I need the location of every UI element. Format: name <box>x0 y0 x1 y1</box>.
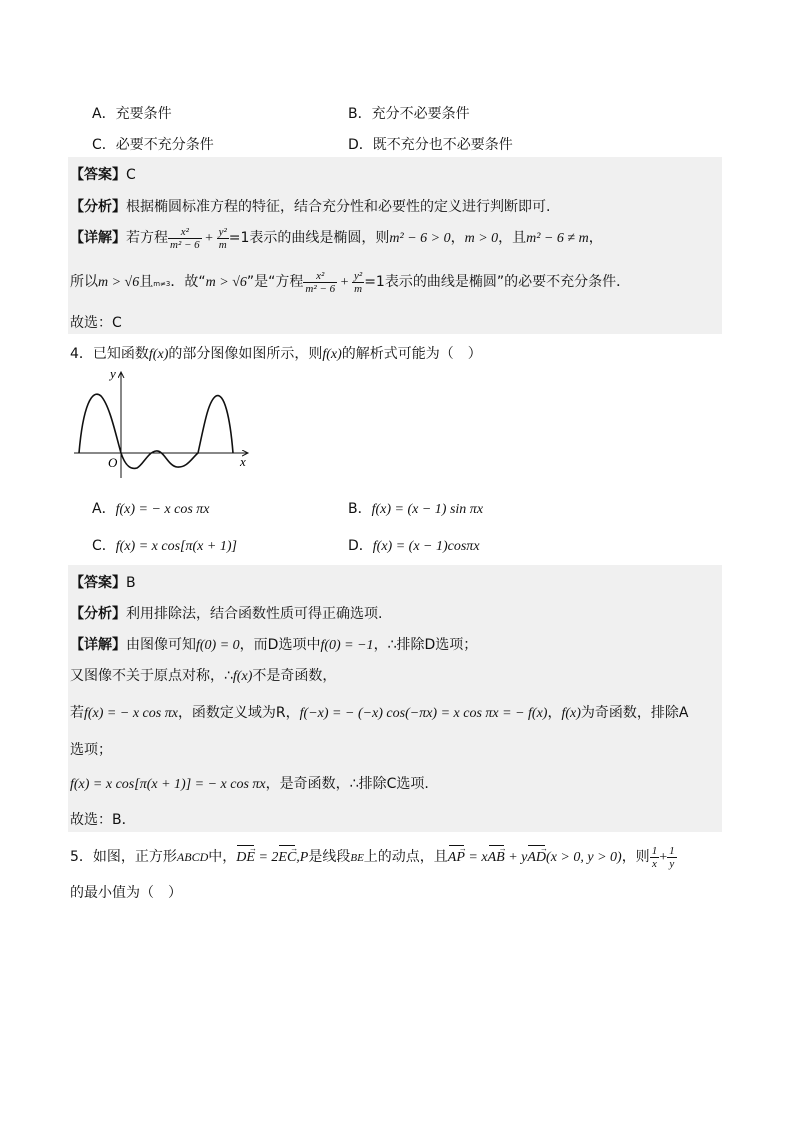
detail-text: 若 <box>70 705 84 721</box>
q3-option-a: A．充要条件 <box>92 106 172 122</box>
fraction-1-over-y: $\frac{1}{y}$ <box>669 844 675 870</box>
curve <box>79 394 233 468</box>
vector-de: DE → <box>236 845 255 871</box>
q4-analysis <box>70 603 382 623</box>
q3-analysis <box>70 196 550 216</box>
detail-text: =1表示的曲线是椭圆”的必要不充分条件． <box>364 274 631 290</box>
detail-text: =1表示的曲线是椭圆，则 <box>228 230 390 246</box>
fraction-y2: $\frac{\text{y²}}{m}$ <box>218 225 227 251</box>
option-expr: f(x) = x cos[π(x + 1)] <box>115 539 237 554</box>
option-expr: f(x) = (x − 1) sin πx <box>371 502 484 517</box>
math-expr: f(0) = −1 <box>320 638 374 653</box>
analysis-tag: 【分析】 <box>70 199 126 215</box>
answer-tag: 【答案】 <box>70 167 126 183</box>
stem-text: 5．如图，正方形 <box>70 849 177 865</box>
detail-tag: 【详解】 <box>70 230 126 246</box>
fraction-y2: $\frac{\text{y²}}{m}$ <box>354 269 363 295</box>
math-expr: m² − 6 ≠ m <box>526 231 589 246</box>
q4-option-d <box>348 535 480 555</box>
detail-text: ， <box>450 230 465 246</box>
math-expr: f(x) = x cos[π(x + 1)] = − x cos πx <box>70 777 266 792</box>
stem-text: 4．已知函数 <box>70 346 149 362</box>
detail-text: 由图像可知 <box>126 637 196 653</box>
math-expr: f(x) <box>561 706 581 721</box>
option-label: C． <box>92 538 116 554</box>
option-label: A． <box>92 501 116 517</box>
q3-option-b: B．充分不必要条件 <box>348 106 470 122</box>
option-label: D． <box>348 538 373 554</box>
fraction-x2: $\frac{\text{x²}}{\text{m² − 6}}$ <box>305 269 336 295</box>
answer-value: C <box>126 167 136 183</box>
q5-stem-line1: 5．如图，正方形ABCD中，DE → = 2EC →,P是线段BE上的动点，且AP → = xAB → + yAD →(x > 0, y > 0)，则 $\frac{1}{x}$ + $\frac{1}{y}$ <box>70 844 677 871</box>
analysis-text: 利用排除法，结合函数性质可得正确选项. <box>126 606 383 622</box>
stem-text: 上的动点，且 <box>363 849 448 865</box>
vector-ec: EC → <box>278 845 296 871</box>
q4-option-c <box>92 535 237 555</box>
math-expr: m > √6 <box>205 275 247 290</box>
q4-option-b <box>348 498 483 518</box>
q3-final: 故选：C <box>70 315 122 331</box>
math-expr: f(x) <box>148 347 169 362</box>
answer-value: B <box>126 575 136 591</box>
detail-text: 若方程 <box>126 230 168 246</box>
detail-text: 不是奇函数， <box>252 668 337 684</box>
q3-option-c: C．必要不充分条件 <box>92 137 214 153</box>
math-expr: = x <box>464 850 488 865</box>
stem-text: 的解析式可能为（ ） <box>341 346 482 362</box>
detail-text: ，∴排除D选项； <box>373 637 478 653</box>
math-expr: + y <box>504 850 528 865</box>
analysis-text: 根据椭圆标准方程的特征，结合充分性和必要性的定义进行判断即可. <box>126 199 551 215</box>
stem-text: 中， <box>208 849 237 865</box>
origin-label: O <box>108 455 118 470</box>
math-expr: (x > 0, y > 0) <box>546 850 622 865</box>
math-expr: f(−x) = − (−x) cos(−πx) = x cos πx = − f(x) <box>299 706 548 721</box>
detail-text: ”是“方程 <box>246 274 304 290</box>
math-expr: = 2 <box>254 850 279 865</box>
q3-answer <box>70 164 136 184</box>
y-axis-label: y <box>110 366 116 381</box>
math-expr: f(x) = − x cos πx <box>84 706 178 721</box>
q4-stem <box>70 343 482 363</box>
stem-text: 的部分图像如图所示，则 <box>168 346 323 362</box>
q4-detail-line2 <box>70 665 336 685</box>
q4-detail-line3 <box>70 702 688 722</box>
stem-text: ，则 <box>621 849 650 865</box>
answer-tag: 【答案】 <box>70 575 126 591</box>
detail-text: 且 <box>139 274 154 290</box>
q4-detail-line5 <box>70 773 429 793</box>
detail-text: 为奇函数，排除A <box>580 705 689 721</box>
q3-detail-line2: 所以m > √6且m≠3．故“m > √6”是“方程 $\frac{\text{x²}}{\text{m² − 6}}$ + $\frac{\text{y²}}{m}$ =1表示的曲线是椭圆”的必要不充分条件． <box>70 269 631 295</box>
function-graph <box>70 366 255 486</box>
detail-text: ，函数定义域为R， <box>177 705 300 721</box>
q4-detail-line4: 选项； <box>70 742 112 758</box>
vector-ab: AB → <box>488 845 505 871</box>
math-expr: BE <box>350 852 364 864</box>
q4-answer <box>70 572 136 592</box>
detail-text: ， <box>588 230 603 246</box>
math-expr: m > √6 <box>98 275 140 290</box>
math-expr: P <box>299 850 309 865</box>
math-expr: m² − 6 > 0 <box>389 231 451 246</box>
x-axis-label: x <box>240 454 246 469</box>
math-expr: f(0) = 0 <box>196 638 240 653</box>
option-label: B． <box>348 501 372 517</box>
detail-text: ，且 <box>498 230 527 246</box>
math-expr: m > 0 <box>464 231 499 246</box>
fraction-x2: $\frac{\text{x²}}{\text{m² − 6}}$ <box>170 225 200 251</box>
option-expr: f(x) = − x cos πx <box>115 502 210 517</box>
detail-text: ，而D选项中 <box>239 637 321 653</box>
q5-stem-line2: 的最小值为（ ） <box>70 885 182 901</box>
math-expr: ABCD <box>176 850 209 864</box>
detail-text: ， <box>547 705 562 721</box>
vector-ap: AP → <box>448 845 465 871</box>
analysis-tag: 【分析】 <box>70 606 126 622</box>
math-expr-small: m≠3 <box>153 280 171 288</box>
q4-option-a <box>92 498 210 518</box>
math-expr: f(x) <box>322 347 342 362</box>
q4-final: 故选：B． <box>70 812 136 828</box>
stem-text: 是线段 <box>308 849 351 865</box>
math-expr: f(x) <box>232 669 253 684</box>
detail-text: 所以 <box>70 274 98 290</box>
detail-text: 又图像不关于原点对称，∴ <box>70 668 233 684</box>
fraction-1-over-x: $\frac{1}{x}$ <box>651 844 658 870</box>
q3-option-d: D．既不充分也不必要条件 <box>348 137 513 153</box>
detail-text: ．故“ <box>170 274 206 290</box>
detail-tag: 【详解】 <box>70 637 126 653</box>
math-expr: , <box>296 850 300 865</box>
q4-detail-line1 <box>70 634 477 654</box>
option-expr: f(x) = (x − 1)cosπx <box>372 539 480 554</box>
vector-ad: AD → <box>527 845 546 871</box>
q3-detail-line1: 【详解】若方程 $\frac{\text{x²}}{\text{m² − 6}}$ + $\frac{\text{y²}}{m}$ =1表示的曲线是椭圆，则m² − 6 > 0，m > 0，且m² − 6 ≠ m， <box>70 225 603 251</box>
detail-text: ，是奇函数，∴排除C选项. <box>265 776 429 792</box>
